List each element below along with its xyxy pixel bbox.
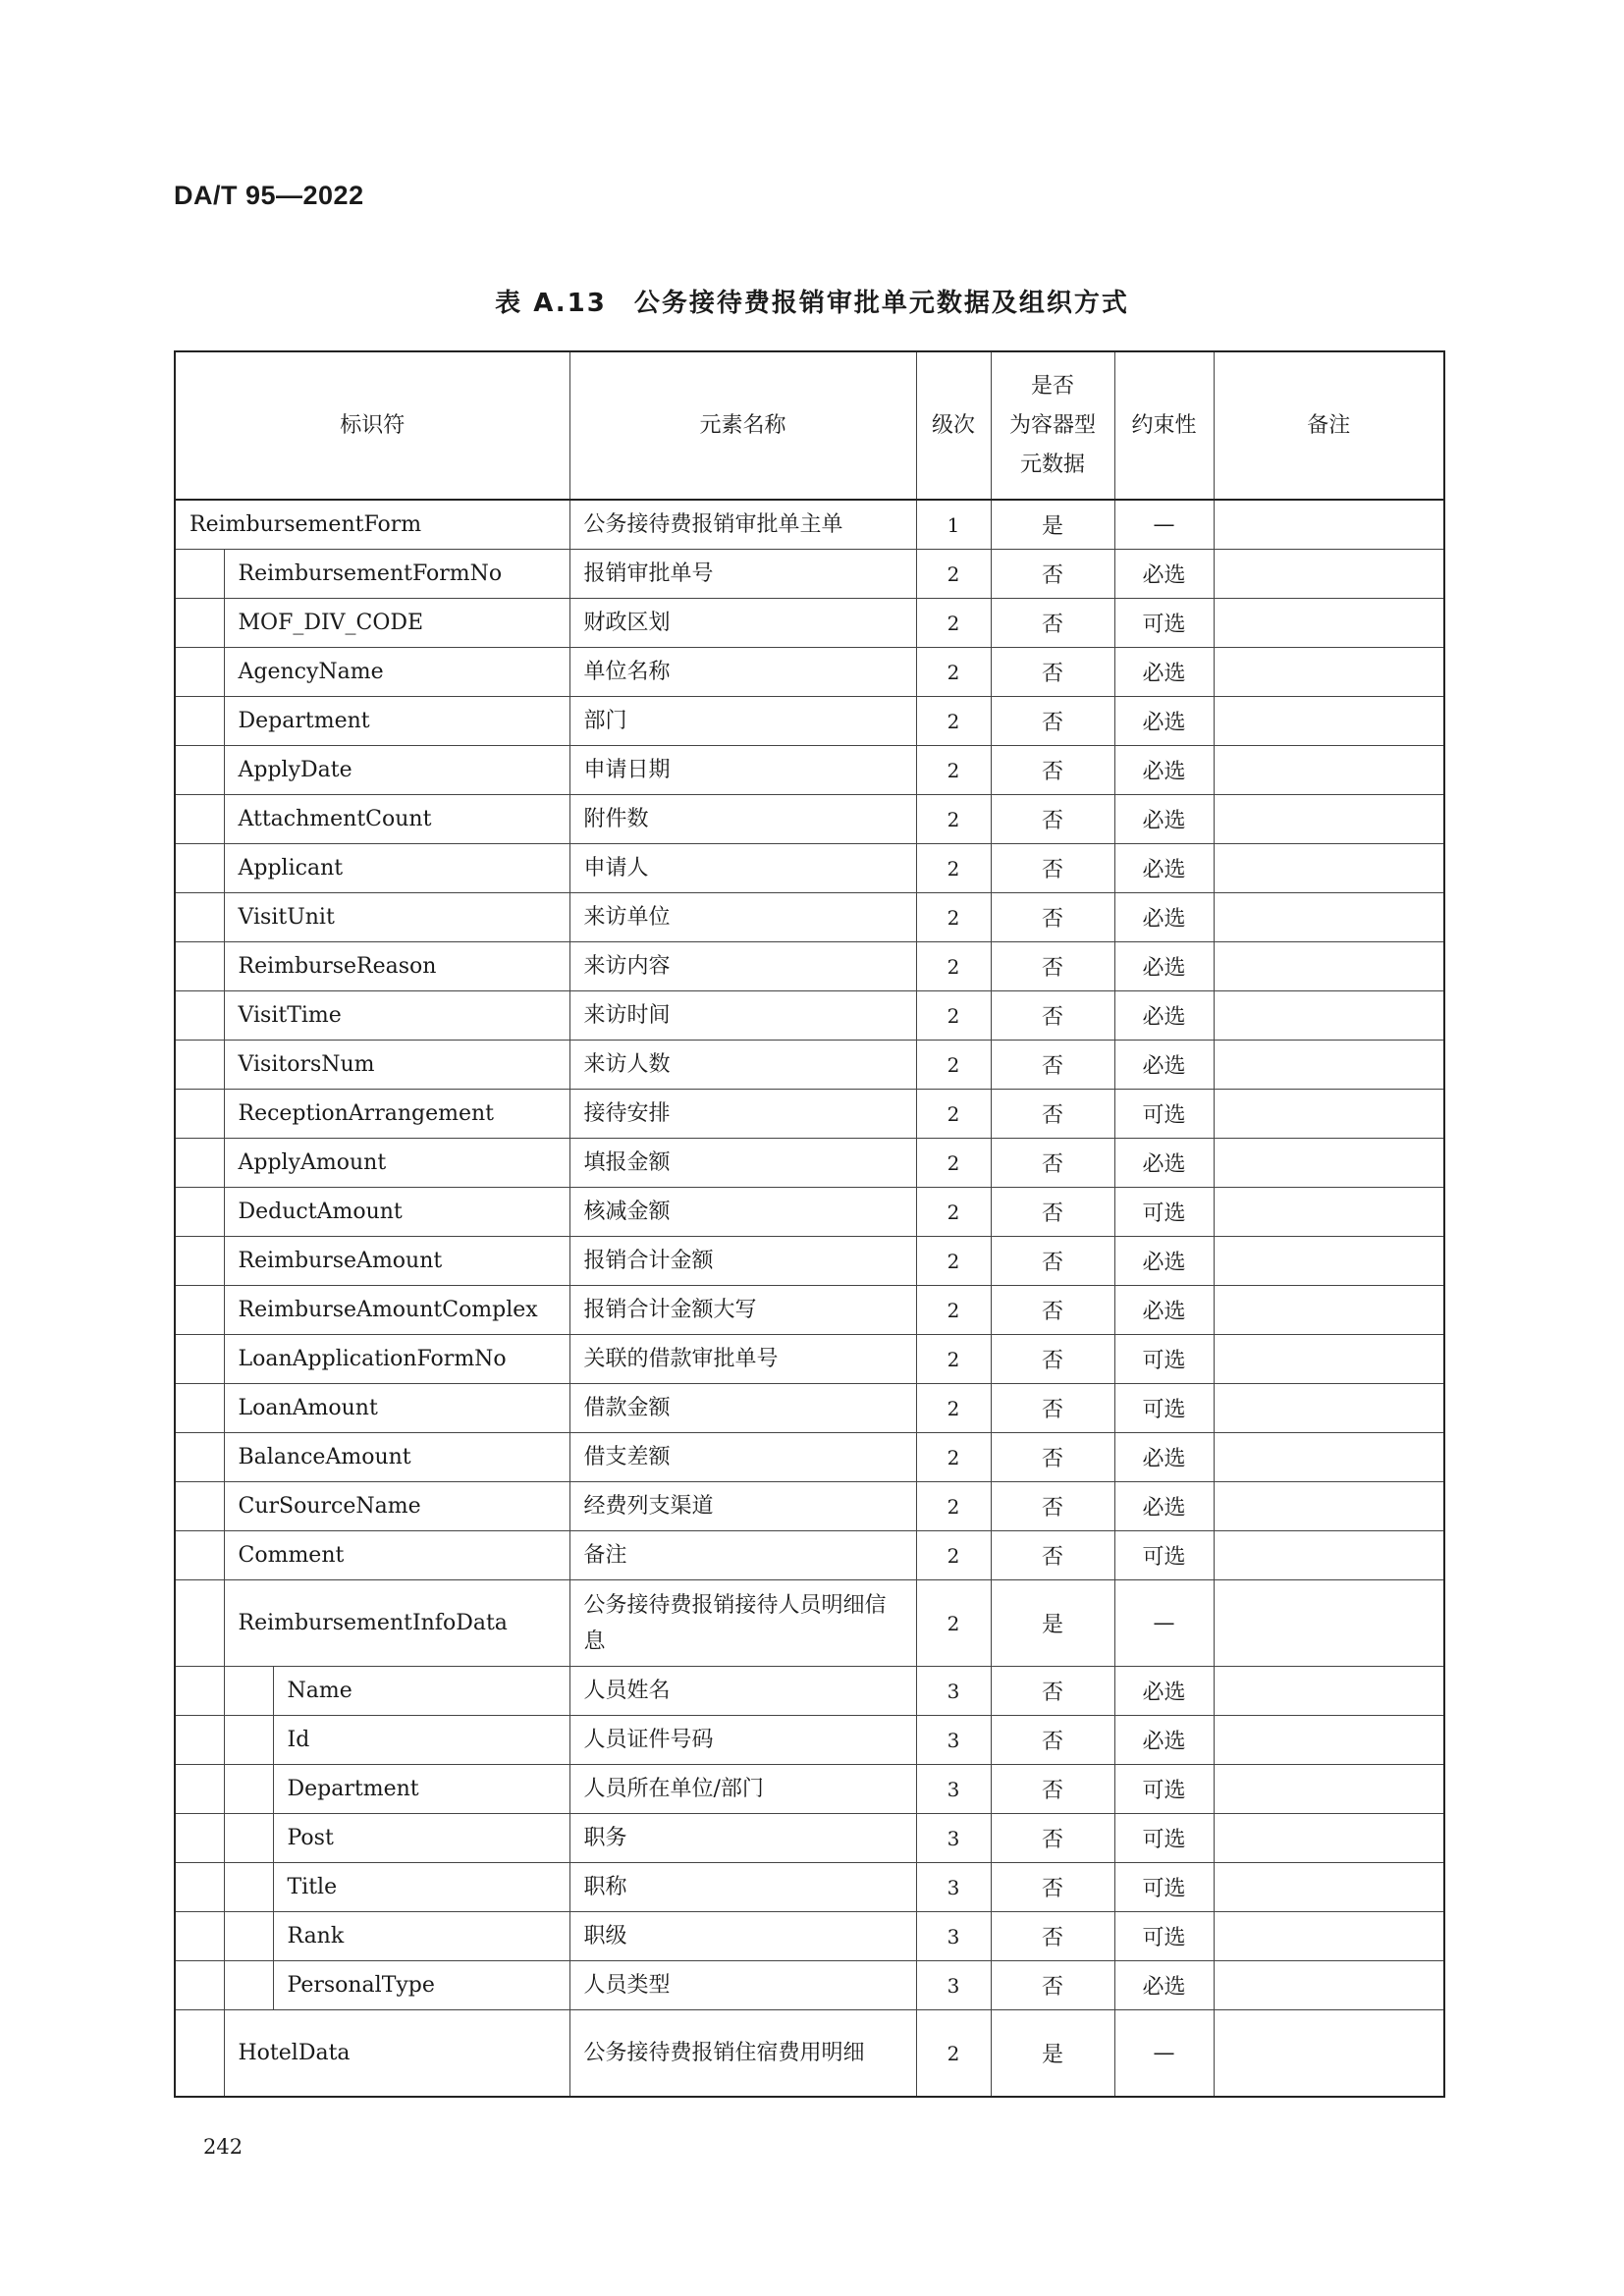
indent-cell — [224, 1716, 273, 1765]
cell-remark — [1214, 1765, 1444, 1814]
cell-element-name: 报销合计金额 — [569, 1237, 916, 1286]
cell-container: 否 — [991, 844, 1114, 893]
table-row — [175, 1716, 1444, 1765]
cell-element-name: 职称 — [569, 1863, 916, 1912]
cell-remark — [1214, 550, 1444, 599]
cell-level: 2 — [916, 991, 991, 1041]
cell-constraint: 可选 — [1114, 1384, 1214, 1433]
cell-remark — [1214, 795, 1444, 844]
table-row — [175, 1286, 1444, 1335]
cell-remark — [1214, 1863, 1444, 1912]
cell-element-name: 职级 — [569, 1912, 916, 1961]
cell-element-name: 关联的借款审批单号 — [569, 1335, 916, 1384]
cell-level: 2 — [916, 1139, 991, 1188]
cell-constraint: 必选 — [1114, 1139, 1214, 1188]
cell-level: 2 — [916, 1090, 991, 1139]
header-constraint: 约束性 — [1114, 351, 1214, 500]
table-row — [175, 1961, 1444, 2010]
cell-level: 2 — [916, 942, 991, 991]
cell-constraint: 可选 — [1114, 1090, 1214, 1139]
indent-cell — [175, 1286, 224, 1335]
cell-constraint: 必选 — [1114, 795, 1214, 844]
header-level: 级次 — [916, 351, 991, 500]
cell-container: 否 — [991, 648, 1114, 697]
indent-cell — [175, 1041, 224, 1090]
cell-constraint: 必选 — [1114, 1667, 1214, 1716]
cell-level: 2 — [916, 1335, 991, 1384]
cell-container: 否 — [991, 1716, 1114, 1765]
indent-cell — [175, 2010, 224, 2098]
cell-element-name: 申请日期 — [569, 746, 916, 795]
header-container: 是否 为容器型 元数据 — [991, 351, 1114, 500]
indent-cell — [175, 1531, 224, 1580]
table-row — [175, 1912, 1444, 1961]
cell-identifier: HotelData — [224, 2010, 569, 2098]
indent-cell — [175, 991, 224, 1041]
cell-remark — [1214, 1667, 1444, 1716]
cell-remark — [1214, 1482, 1444, 1531]
indent-cell — [175, 1912, 224, 1961]
indent-cell — [175, 1667, 224, 1716]
indent-cell — [175, 1433, 224, 1482]
cell-constraint: 必选 — [1114, 1961, 1214, 2010]
cell-container: 否 — [991, 1188, 1114, 1237]
cell-constraint: 必选 — [1114, 942, 1214, 991]
cell-identifier: CurSourceName — [224, 1482, 569, 1531]
cell-constraint: 必选 — [1114, 648, 1214, 697]
cell-identifier: ApplyDate — [224, 746, 569, 795]
table-row — [175, 599, 1444, 648]
indent-cell — [175, 1580, 224, 1667]
cell-constraint: 必选 — [1114, 697, 1214, 746]
cell-level: 2 — [916, 1384, 991, 1433]
document-code: DA/T 95—2022 — [174, 181, 364, 210]
cell-identifier: Applicant — [224, 844, 569, 893]
cell-level: 2 — [916, 697, 991, 746]
table-row — [175, 942, 1444, 991]
cell-constraint: 必选 — [1114, 844, 1214, 893]
cell-identifier: AgencyName — [224, 648, 569, 697]
table-row — [175, 1433, 1444, 1482]
indent-cell — [175, 844, 224, 893]
page-number: 242 — [203, 2135, 244, 2159]
cell-identifier: AttachmentCount — [224, 795, 569, 844]
indent-cell — [224, 1912, 273, 1961]
cell-identifier: ReimburseReason — [224, 942, 569, 991]
cell-element-name: 来访内容 — [569, 942, 916, 991]
cell-element-name: 人员类型 — [569, 1961, 916, 2010]
cell-remark — [1214, 1433, 1444, 1482]
cell-container: 是 — [991, 2010, 1114, 2098]
indent-cell — [175, 1765, 224, 1814]
cell-element-name: 人员证件号码 — [569, 1716, 916, 1765]
cell-element-name: 人员姓名 — [569, 1667, 916, 1716]
cell-element-name: 借款金额 — [569, 1384, 916, 1433]
cell-remark — [1214, 746, 1444, 795]
cell-identifier: ReimburseAmount — [224, 1237, 569, 1286]
table-row — [175, 1580, 1444, 1667]
cell-constraint: 必选 — [1114, 1041, 1214, 1090]
header-element-name: 元素名称 — [569, 351, 916, 500]
cell-container: 否 — [991, 1090, 1114, 1139]
indent-cell — [175, 1237, 224, 1286]
cell-constraint: 可选 — [1114, 1765, 1214, 1814]
cell-constraint: 可选 — [1114, 1335, 1214, 1384]
cell-container: 否 — [991, 1961, 1114, 2010]
cell-remark — [1214, 1041, 1444, 1090]
cell-element-name: 人员所在单位/部门 — [569, 1765, 916, 1814]
cell-container: 否 — [991, 942, 1114, 991]
cell-level: 2 — [916, 2010, 991, 2098]
cell-identifier: ReimbursementInfoData — [224, 1580, 569, 1667]
cell-remark — [1214, 1531, 1444, 1580]
cell-level: 2 — [916, 599, 991, 648]
cell-level: 2 — [916, 1531, 991, 1580]
cell-container: 否 — [991, 1286, 1114, 1335]
cell-remark — [1214, 599, 1444, 648]
cell-container: 否 — [991, 1814, 1114, 1863]
table-row — [175, 1237, 1444, 1286]
cell-container: 否 — [991, 1531, 1114, 1580]
table-row — [175, 1765, 1444, 1814]
cell-remark — [1214, 1090, 1444, 1139]
table-row — [175, 1667, 1444, 1716]
cell-remark — [1214, 1237, 1444, 1286]
cell-constraint: 可选 — [1114, 1912, 1214, 1961]
cell-remark — [1214, 648, 1444, 697]
cell-constraint: 必选 — [1114, 746, 1214, 795]
cell-constraint: — — [1114, 2010, 1214, 2098]
cell-element-name: 公务接待费报销审批单主单 — [569, 500, 916, 550]
cell-identifier: DeductAmount — [224, 1188, 569, 1237]
table-row — [175, 1090, 1444, 1139]
cell-level: 2 — [916, 1286, 991, 1335]
indent-cell — [175, 1188, 224, 1237]
table-row — [175, 1531, 1444, 1580]
cell-identifier: LoanAmount — [224, 1384, 569, 1433]
table-row — [175, 1139, 1444, 1188]
table-title: 表 A.13 公务接待费报销审批单元数据及组织方式 — [495, 289, 1129, 318]
cell-container: 否 — [991, 1863, 1114, 1912]
cell-level: 1 — [916, 500, 991, 550]
cell-remark — [1214, 697, 1444, 746]
cell-level: 2 — [916, 550, 991, 599]
indent-cell — [224, 1765, 273, 1814]
cell-remark — [1214, 1139, 1444, 1188]
indent-cell — [175, 1863, 224, 1912]
cell-level: 2 — [916, 1237, 991, 1286]
cell-container: 否 — [991, 1384, 1114, 1433]
cell-constraint: 必选 — [1114, 1716, 1214, 1765]
cell-identifier: MOF_DIV_CODE — [224, 599, 569, 648]
cell-level: 3 — [916, 1814, 991, 1863]
table-row — [175, 550, 1444, 599]
cell-element-name: 借支差额 — [569, 1433, 916, 1482]
indent-cell — [175, 1090, 224, 1139]
cell-container: 否 — [991, 1912, 1114, 1961]
metadata-table — [174, 350, 1445, 2098]
cell-constraint: — — [1114, 500, 1214, 550]
cell-level: 3 — [916, 1667, 991, 1716]
cell-constraint: 可选 — [1114, 1531, 1214, 1580]
cell-identifier: ReimbursementForm — [175, 500, 569, 550]
cell-container: 是 — [991, 1580, 1114, 1667]
cell-constraint: 必选 — [1114, 550, 1214, 599]
cell-constraint: — — [1114, 1580, 1214, 1667]
indent-cell — [175, 1482, 224, 1531]
cell-identifier: Post — [273, 1814, 569, 1863]
indent-cell — [175, 599, 224, 648]
cell-element-name: 来访时间 — [569, 991, 916, 1041]
cell-level: 2 — [916, 1188, 991, 1237]
table-row — [175, 500, 1444, 550]
cell-constraint: 可选 — [1114, 599, 1214, 648]
indent-cell — [175, 1814, 224, 1863]
cell-element-name: 报销合计金额大写 — [569, 1286, 916, 1335]
cell-remark — [1214, 991, 1444, 1041]
cell-identifier: ReimburseAmountComplex — [224, 1286, 569, 1335]
cell-level: 3 — [916, 1961, 991, 2010]
cell-identifier: ReceptionArrangement — [224, 1090, 569, 1139]
cell-identifier: VisitTime — [224, 991, 569, 1041]
table-row — [175, 795, 1444, 844]
cell-remark — [1214, 1580, 1444, 1667]
cell-element-name: 经费列支渠道 — [569, 1482, 916, 1531]
cell-container: 否 — [991, 1765, 1114, 1814]
table-row — [175, 844, 1444, 893]
cell-remark — [1214, 844, 1444, 893]
indent-cell — [175, 1716, 224, 1765]
cell-remark — [1214, 893, 1444, 942]
cell-level: 3 — [916, 1863, 991, 1912]
cell-identifier: Comment — [224, 1531, 569, 1580]
cell-element-name: 附件数 — [569, 795, 916, 844]
cell-level: 3 — [916, 1765, 991, 1814]
cell-remark — [1214, 500, 1444, 550]
cell-element-name: 填报金额 — [569, 1139, 916, 1188]
table-row — [175, 991, 1444, 1041]
cell-container: 否 — [991, 1667, 1114, 1716]
indent-cell — [224, 1961, 273, 2010]
cell-level: 3 — [916, 1716, 991, 1765]
indent-cell — [175, 550, 224, 599]
cell-container: 是 — [991, 500, 1114, 550]
indent-cell — [175, 648, 224, 697]
cell-container: 否 — [991, 697, 1114, 746]
cell-identifier: BalanceAmount — [224, 1433, 569, 1482]
cell-remark — [1214, 942, 1444, 991]
cell-container: 否 — [991, 550, 1114, 599]
cell-remark — [1214, 2010, 1444, 2098]
cell-level: 2 — [916, 844, 991, 893]
cell-level: 2 — [916, 1580, 991, 1667]
table-row — [175, 1384, 1444, 1433]
indent-cell — [175, 942, 224, 991]
cell-remark — [1214, 1961, 1444, 2010]
indent-cell — [224, 1667, 273, 1716]
indent-cell — [175, 1384, 224, 1433]
cell-identifier: Name — [273, 1667, 569, 1716]
cell-identifier: LoanApplicationFormNo — [224, 1335, 569, 1384]
cell-level: 2 — [916, 648, 991, 697]
cell-identifier: Rank — [273, 1912, 569, 1961]
indent-cell — [175, 697, 224, 746]
cell-level: 2 — [916, 795, 991, 844]
cell-container: 否 — [991, 1237, 1114, 1286]
indent-cell — [175, 893, 224, 942]
table-row — [175, 2010, 1444, 2098]
indent-cell — [175, 795, 224, 844]
table-row — [175, 648, 1444, 697]
cell-container: 否 — [991, 795, 1114, 844]
indent-cell — [175, 1139, 224, 1188]
cell-element-name: 报销审批单号 — [569, 550, 916, 599]
cell-level: 2 — [916, 1041, 991, 1090]
cell-constraint: 必选 — [1114, 1237, 1214, 1286]
indent-cell — [175, 1961, 224, 2010]
cell-identifier: Department — [273, 1765, 569, 1814]
cell-level: 2 — [916, 1433, 991, 1482]
cell-element-name: 公务接待费报销接待人员明细信息 — [569, 1580, 916, 1667]
cell-remark — [1214, 1716, 1444, 1765]
cell-identifier: PersonalType — [273, 1961, 569, 2010]
indent-cell — [175, 746, 224, 795]
indent-cell — [224, 1814, 273, 1863]
cell-identifier: VisitUnit — [224, 893, 569, 942]
table-row — [175, 1041, 1444, 1090]
cell-level: 2 — [916, 893, 991, 942]
cell-element-name: 接待安排 — [569, 1090, 916, 1139]
cell-remark — [1214, 1188, 1444, 1237]
cell-identifier: ApplyAmount — [224, 1139, 569, 1188]
cell-remark — [1214, 1335, 1444, 1384]
cell-constraint: 必选 — [1114, 1433, 1214, 1482]
table-row — [175, 1863, 1444, 1912]
cell-element-name: 核减金额 — [569, 1188, 916, 1237]
cell-constraint: 必选 — [1114, 1286, 1214, 1335]
cell-level: 2 — [916, 1482, 991, 1531]
cell-identifier: Title — [273, 1863, 569, 1912]
cell-element-name: 申请人 — [569, 844, 916, 893]
cell-constraint: 可选 — [1114, 1188, 1214, 1237]
cell-element-name: 部门 — [569, 697, 916, 746]
table-row — [175, 1482, 1444, 1531]
table-row — [175, 1188, 1444, 1237]
cell-identifier: Id — [273, 1716, 569, 1765]
cell-container: 否 — [991, 893, 1114, 942]
header-remark: 备注 — [1214, 351, 1444, 500]
cell-constraint: 必选 — [1114, 991, 1214, 1041]
cell-container: 否 — [991, 1335, 1114, 1384]
cell-container: 否 — [991, 1041, 1114, 1090]
indent-cell — [175, 1335, 224, 1384]
cell-level: 3 — [916, 1912, 991, 1961]
cell-container: 否 — [991, 599, 1114, 648]
cell-element-name: 单位名称 — [569, 648, 916, 697]
table-header-row — [175, 351, 1444, 500]
table-row — [175, 1814, 1444, 1863]
cell-element-name: 职务 — [569, 1814, 916, 1863]
indent-cell — [224, 1863, 273, 1912]
cell-identifier: Department — [224, 697, 569, 746]
table-row — [175, 1335, 1444, 1384]
cell-constraint: 必选 — [1114, 1482, 1214, 1531]
header-identifier: 标识符 — [175, 351, 569, 500]
cell-remark — [1214, 1912, 1444, 1961]
cell-container: 否 — [991, 991, 1114, 1041]
cell-element-name: 财政区划 — [569, 599, 916, 648]
cell-container: 否 — [991, 1139, 1114, 1188]
cell-level: 2 — [916, 746, 991, 795]
cell-container: 否 — [991, 1482, 1114, 1531]
cell-element-name: 备注 — [569, 1531, 916, 1580]
cell-identifier: ReimbursementFormNo — [224, 550, 569, 599]
cell-remark — [1214, 1814, 1444, 1863]
cell-constraint: 可选 — [1114, 1814, 1214, 1863]
cell-constraint: 可选 — [1114, 1863, 1214, 1912]
cell-element-name: 来访单位 — [569, 893, 916, 942]
table-row — [175, 893, 1444, 942]
table-row — [175, 697, 1444, 746]
cell-container: 否 — [991, 1433, 1114, 1482]
cell-constraint: 必选 — [1114, 893, 1214, 942]
table-body — [175, 500, 1444, 2097]
cell-remark — [1214, 1286, 1444, 1335]
cell-container: 否 — [991, 746, 1114, 795]
cell-element-name: 来访人数 — [569, 1041, 916, 1090]
table-row — [175, 746, 1444, 795]
cell-remark — [1214, 1384, 1444, 1433]
cell-element-name: 公务接待费报销住宿费用明细 — [569, 2010, 916, 2098]
cell-identifier: VisitorsNum — [224, 1041, 569, 1090]
metadata-table-container — [174, 350, 1445, 2098]
